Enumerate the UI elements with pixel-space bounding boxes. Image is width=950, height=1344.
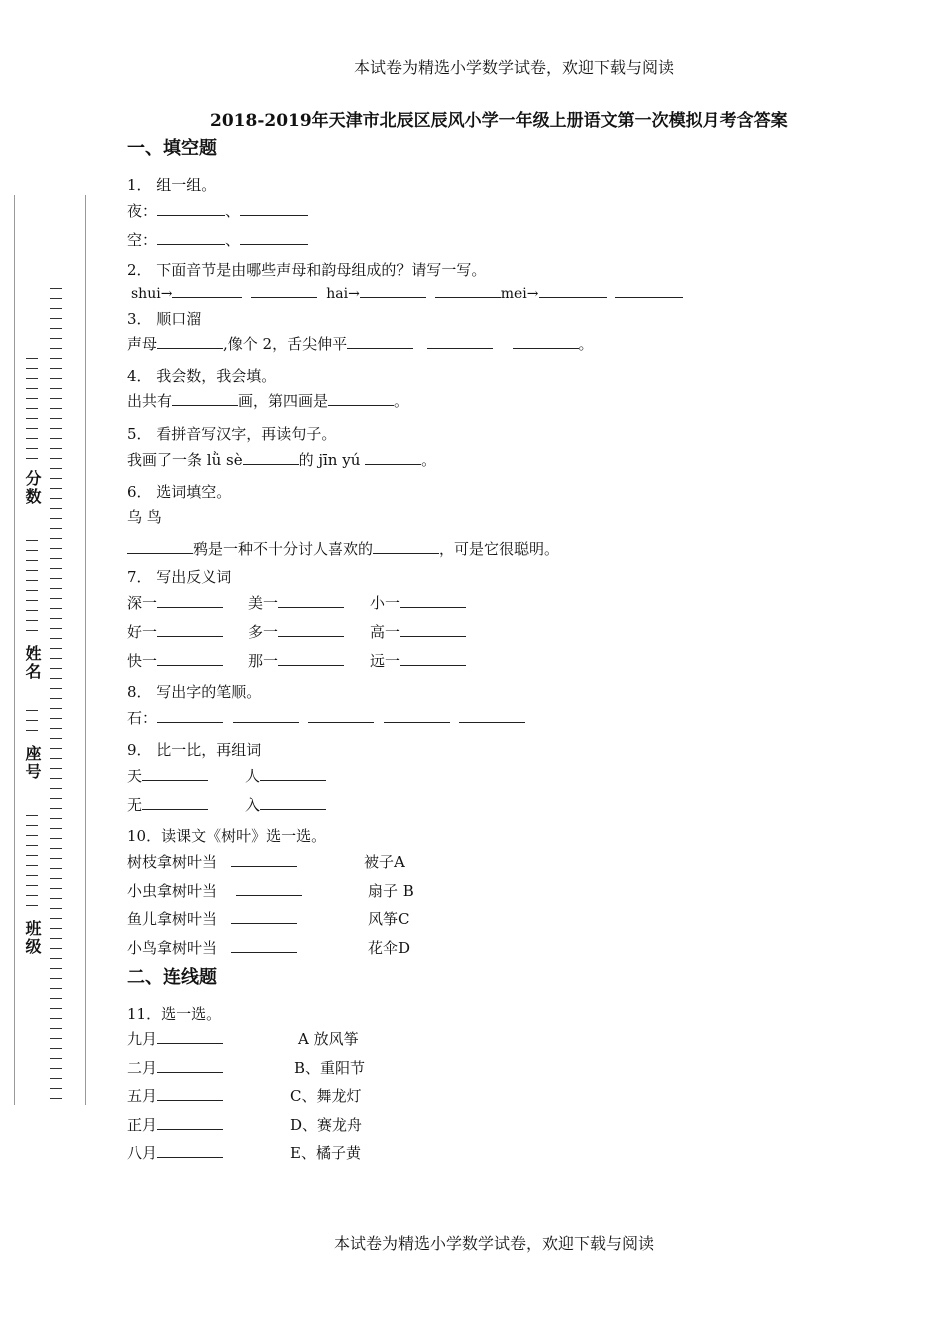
q7-cell [370,592,466,613]
dash-mark [50,898,62,899]
dash-mark [26,458,38,459]
q6-end: ，可是它很聪明。 [439,540,560,558]
answer-blank[interactable] [142,766,208,781]
q9-cell [127,765,208,786]
q7-word: 快一 [127,652,158,670]
q7-cell [370,621,466,642]
q5-end: 。 [421,451,437,469]
q7-cell [127,592,223,613]
q3-mid: ,像个 2，舌尖伸平 [223,335,348,353]
q10-row [127,908,297,929]
q1-row2-label: 空： [127,231,158,249]
dash-mark [50,958,62,959]
q8-title: 8． 写出字的笔顺。 [127,683,262,701]
q7-word: 美一 [248,594,279,612]
dash-mark [50,798,62,799]
q3-title: 3． 顺口溜 [127,310,202,328]
q11-option: C、舞龙灯 [290,1087,362,1105]
q5-title: 5． 看拼音写汉字，再读句子。 [127,425,337,443]
q4-end: 。 [394,392,410,410]
dash-mark [50,828,62,829]
dash-mark [50,678,62,679]
q11-month: 五月 [127,1087,158,1105]
answer-blank[interactable] [233,708,299,723]
dash-mark [26,895,38,896]
q11-row [127,1142,223,1163]
dash-mark [26,570,38,571]
q11-row [127,1085,223,1106]
q10-option: 风筝C [368,910,410,928]
dash-mark [50,468,62,469]
dash-mark [26,368,38,369]
dash-mark [26,845,38,846]
answer-blank[interactable] [435,283,501,298]
dash-mark [50,718,62,719]
dash-mark [50,538,62,539]
answer-blank[interactable] [240,201,308,216]
dash-mark [50,508,62,509]
dash-mark [26,720,38,721]
answer-blank[interactable] [172,283,242,298]
q10-option: 被子A [364,853,405,871]
q7-word: 多一 [248,623,279,641]
answer-blank[interactable] [615,283,683,298]
q8-row [127,707,525,728]
q4-title: 4． 我会数，我会填。 [127,367,277,385]
answer-blank[interactable] [384,708,450,723]
dash-mark [26,580,38,581]
q9-cell [245,794,326,815]
q11-option: D、赛龙舟 [290,1116,363,1134]
dash-mark [50,908,62,909]
dash-mark [50,878,62,879]
dash-mark [26,710,38,711]
answer-blank[interactable] [157,1086,223,1101]
dash-mark [50,938,62,939]
dash-mark [50,368,62,369]
q1-title: 1． 组一组。 [127,176,217,194]
answer-blank[interactable] [157,651,223,666]
dash-mark [50,988,62,989]
q11-row [127,1114,223,1135]
section-matching: 二、连线题 [127,967,217,988]
answer-blank[interactable] [127,539,193,554]
dash-mark [26,398,38,399]
answer-blank[interactable] [240,230,308,245]
answer-blank[interactable] [260,766,326,781]
q7-title: 7． 写出反义词 [127,568,232,586]
answer-blank[interactable] [231,852,297,867]
dash-mark [26,875,38,876]
dash-mark [50,858,62,859]
q10-option: 花伞D [368,939,411,957]
answer-blank[interactable] [373,539,439,554]
dash-mark [50,438,62,439]
dash-mark [50,838,62,839]
q6-row [127,538,559,559]
dash-mark [50,888,62,889]
dash-mark [26,885,38,886]
dash-mark [50,1008,62,1009]
dash-mark [50,1088,62,1089]
dash-mark [50,428,62,429]
separator: 、 [225,202,241,220]
dash-mark [26,835,38,836]
dash-mark [50,298,62,299]
dash-mark [26,825,38,826]
dash-mark [50,748,62,749]
dash-mark [50,598,62,599]
dash-mark [50,388,62,389]
dash-mark [50,548,62,549]
q10-left: 小鸟拿树叶当 [127,939,218,957]
dash-mark [50,728,62,729]
q10-left: 树枝拿树叶当 [127,853,218,871]
dash-mark [26,560,38,561]
dash-mark [26,448,38,449]
answer-blank[interactable] [157,622,223,637]
answer-blank[interactable] [231,938,297,953]
dash-mark [50,978,62,979]
dash-mark [26,905,38,906]
score-label: 分数 [23,470,42,506]
q2-row [131,283,683,302]
dash-mark [26,438,38,439]
q9-char: 天 [127,767,143,785]
dash-mark [26,815,38,816]
q4-mid: 画，第四画是 [238,392,329,410]
dash-mark [50,868,62,869]
dash-mark [26,865,38,866]
answer-blank[interactable] [157,708,223,723]
answer-blank[interactable] [243,450,299,465]
q7-cell [127,621,223,642]
dash-mark [50,578,62,579]
dash-mark [50,478,62,479]
dash-mark [50,568,62,569]
q11-option: E、橘子黄 [290,1144,361,1162]
q9-char: 入 [245,796,261,814]
dash-mark [50,668,62,669]
q4-row [127,390,409,411]
dash-mark [50,358,62,359]
dash-mark [50,638,62,639]
q1-row2 [127,229,308,250]
dash-mark [50,418,62,419]
q11-title: 11．选一选。 [127,1005,222,1023]
dash-mark [26,610,38,611]
q10-row [127,937,297,958]
q5-pre: 我画了一条 lǜ sè [127,451,243,469]
q7-cell [248,621,344,642]
seat-label: 座号 [23,745,42,781]
dash-mark [50,968,62,969]
q3-row [127,333,594,354]
dash-mark [50,1028,62,1029]
answer-blank[interactable] [157,201,225,216]
answer-blank[interactable] [157,1029,223,1044]
answer-blank[interactable] [260,795,326,810]
answer-blank[interactable] [236,881,302,896]
answer-blank[interactable] [400,651,466,666]
separator: 、 [225,231,241,249]
answer-blank[interactable] [278,622,344,637]
answer-blank[interactable] [157,593,223,608]
dash-mark [50,1068,62,1069]
answer-blank[interactable] [360,283,426,298]
dash-mark [50,378,62,379]
dash-mark [26,418,38,419]
q6-mid: 鸦是一种不十分讨人喜欢的 [193,540,374,558]
answer-blank[interactable] [278,651,344,666]
dash-mark [50,618,62,619]
dash-mark [26,388,38,389]
dash-mark [50,518,62,519]
dash-mark [50,448,62,449]
q1-row1 [127,200,308,221]
dash-mark [26,550,38,551]
dash-mark [50,818,62,819]
answer-blank[interactable] [251,283,317,298]
q11-row [127,1028,223,1049]
answer-blank[interactable] [278,593,344,608]
dash-mark [50,848,62,849]
q9-char: 人 [245,767,261,785]
dash-mark [50,708,62,709]
q8-pre: 石： [127,709,158,727]
q7-cell [248,650,344,671]
dash-mark [50,338,62,339]
dash-mark [50,658,62,659]
dash-mark [50,758,62,759]
page-footer: 本试卷为精选小学数学试卷，欢迎下载与阅读 [333,1234,654,1253]
dash-mark [26,730,38,731]
dash-mark [50,1058,62,1059]
q2-syllable-a: shui→ [131,286,173,302]
q7-word: 远一 [370,652,401,670]
dash-mark [50,1078,62,1079]
dash-mark [50,1038,62,1039]
q7-word: 好一 [127,623,158,641]
q10-row [127,851,297,872]
page-header: 本试卷为精选小学数学试卷，欢迎下载与阅读 [353,58,674,77]
dash-mark [50,648,62,649]
dash-mark [26,590,38,591]
dash-mark [50,328,62,329]
dash-mark [50,948,62,949]
dash-mark [50,928,62,929]
answer-blank[interactable] [308,708,374,723]
dash-mark [50,528,62,529]
q9-cell [245,765,326,786]
answer-blank[interactable] [427,334,493,349]
dash-mark [26,855,38,856]
q11-month: 正月 [127,1116,158,1134]
q2-title: 2． 下面音节是由哪些声母和韵母组成的？请写一写。 [127,261,487,279]
dash-mark [50,308,62,309]
dash-mark [50,458,62,459]
q11-month: 九月 [127,1030,158,1048]
dash-mark [26,378,38,379]
dash-mark [50,588,62,589]
q10-title: 10．读课文《树叶》选一选。 [127,827,327,845]
section-fill-blank: 一、填空题 [127,138,217,159]
q11-row [127,1057,223,1078]
dash-mark [50,688,62,689]
dash-mark [50,348,62,349]
dash-mark [50,498,62,499]
q2-syllable-b: hai→ [326,286,360,302]
answer-blank[interactable] [539,283,607,298]
dash-mark [50,288,62,289]
q7-cell [248,592,344,613]
dash-mark [50,558,62,559]
dash-mark [26,540,38,541]
q10-left: 小虫拿树叶当 [127,882,218,900]
dash-mark [50,488,62,489]
dash-mark [50,788,62,789]
dash-mark [50,738,62,739]
dash-mark [50,918,62,919]
dash-mark [26,620,38,621]
dash-mark [50,998,62,999]
answer-blank[interactable] [157,230,225,245]
dash-mark [50,1018,62,1019]
answer-blank[interactable] [459,708,525,723]
class-label: 班级 [23,920,42,956]
q11-option: B、重阳节 [294,1059,366,1077]
q1-row1-label: 夜： [127,202,158,220]
q10-row [127,880,302,901]
answer-blank[interactable] [157,1143,223,1158]
dash-mark [26,358,38,359]
dash-mark [50,698,62,699]
dash-mark [50,808,62,809]
q7-word: 高一 [370,623,401,641]
answer-blank[interactable] [157,1058,223,1073]
q7-cell [127,650,223,671]
q3-pre: 声母 [127,335,158,353]
answer-blank[interactable] [157,334,223,349]
q11-month: 二月 [127,1059,158,1077]
dash-mark [50,628,62,629]
q7-cell [370,650,466,671]
dash-mark [50,1098,62,1099]
q4-pre: 出共有 [127,392,173,410]
answer-blank[interactable] [172,391,238,406]
q9-cell [127,794,208,815]
answer-blank[interactable] [142,795,208,810]
document-title: 2018-2019年天津市北辰区辰风小学一年级上册语文第一次模拟月考含答案 [210,111,788,131]
q10-left: 鱼儿拿树叶当 [127,910,218,928]
dash-mark [26,408,38,409]
dash-mark [50,778,62,779]
dash-mark [26,428,38,429]
q10-option: 扇子 B [368,882,414,900]
q5-mid: 的 jīn yú [298,451,361,469]
q2-syllable-c: mei→ [500,286,539,302]
dash-mark [50,608,62,609]
dash-mark [50,408,62,409]
q9-char: 无 [127,796,143,814]
q11-month: 八月 [127,1144,158,1162]
answer-blank[interactable] [231,909,297,924]
q9-title: 9． 比一比，再组词 [127,741,262,759]
dash-mark [50,318,62,319]
q11-option: A 放风筝 [298,1030,359,1048]
answer-blank[interactable] [400,622,466,637]
dash-mark [26,600,38,601]
answer-blank[interactable] [157,1115,223,1130]
answer-blank[interactable] [365,450,421,465]
answer-blank[interactable] [513,334,579,349]
dash-mark [50,398,62,399]
q7-word: 那一 [248,652,279,670]
q7-word: 小一 [370,594,401,612]
q6-title: 6． 选词填空。 [127,483,232,501]
q3-end: 。 [578,335,594,353]
answer-blank[interactable] [328,391,394,406]
q6-options: 乌 鸟 [127,508,162,526]
dash-mark [50,1048,62,1049]
answer-blank[interactable] [400,593,466,608]
dash-mark [50,768,62,769]
name-label: 姓名 [23,645,42,681]
answer-blank[interactable] [347,334,413,349]
q5-row [127,449,436,470]
q7-word: 深一 [127,594,158,612]
dash-mark [26,630,38,631]
